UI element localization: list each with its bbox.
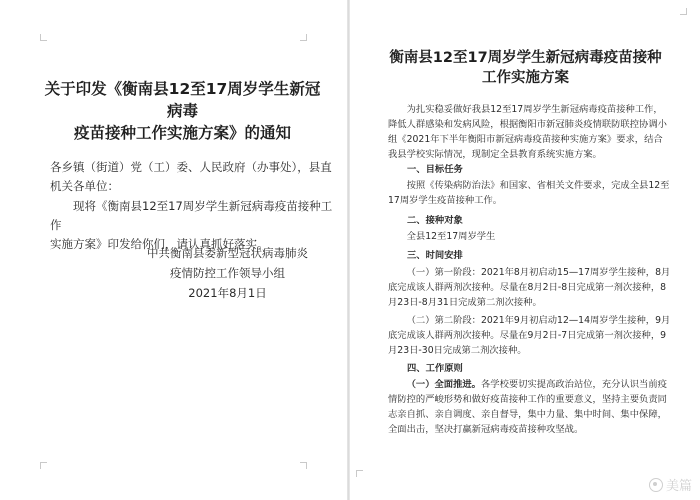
- schedule-phase2: （二）第二阶段：2021年9月初启动12—14周岁学生接种，9月底完成该人群两剂次接种。尽量在9月2日-7日完成第一剂次接种，9月23日-30日完成第二剂次接种。: [388, 315, 671, 356]
- crop-mark: [356, 470, 363, 477]
- section-text-targets: 全县12至17周岁学生: [406, 231, 496, 242]
- notice-issuer-line2: 疫情防控工作领导小组: [170, 266, 285, 280]
- crop-mark: [680, 8, 687, 15]
- plan-title-line2: 工作实施方案: [482, 70, 569, 86]
- plan-title: [373, 48, 678, 88]
- notice-title-line2: 疫苗接种工作实施方案》的通知: [73, 124, 291, 142]
- notice-issuer-line1: 中共衡南县委新型冠状病毒肺炎: [147, 246, 308, 260]
- watermark-text: 美篇: [665, 479, 692, 494]
- plan-title-line1: 衡南县12至17周岁学生新冠病毒疫苗接种: [389, 50, 662, 66]
- section-heading-schedule: 三、时间安排: [407, 250, 463, 261]
- principle-label: （一）全面推进。: [406, 379, 481, 390]
- principle-full-advance: [388, 377, 671, 437]
- notice-issuer: [140, 243, 315, 303]
- notice-addressee-line1: 各乡镇（街道）党（工）委、人民政府（办事处），县直: [50, 160, 332, 174]
- notice-addressee-line2: 机关各单位：: [50, 179, 119, 193]
- notice-addressee: [50, 158, 335, 196]
- plan-intro: 为扎实稳妥做好我县12至17周岁学生新冠病毒疫苗接种工作，降低人群感染和发病风险，根据衡阳市新冠肺炎疫情联防联控协调小组《2021年下半年衡阳市新冠病毒疫苗接种实施方案》要求，结合我县学校实际情况，现制定全县教育系统实施方案。: [388, 104, 667, 160]
- notice-title-line1: 关于印发《衡南县12至17周岁学生新冠病毒: [44, 80, 321, 120]
- section-heading-targets: 二、接种对象: [407, 215, 463, 226]
- notice-body-line2: 实施方案》印发给你们，请认真抓好落实。: [50, 237, 269, 251]
- section-heading-principles: 四、工作原则: [407, 363, 463, 374]
- crop-mark: [300, 34, 307, 41]
- watermark: [649, 475, 692, 494]
- crop-mark: [300, 462, 307, 469]
- schedule-phase1: （一）第一阶段：2021年8月初启动15—17周岁学生接种，8月底完成该人群两剂次接种。尽量在8月2日-8日完成第一剂次接种，8月23日-8月31日完成第二剂次接种。: [388, 267, 671, 308]
- principle-text: 各学校要切实提高政治站位，充分认识当前疫情防控的严峻形势和做好疫苗接种工作的重要意义，坚持主要负责同志亲自抓、亲自调度、亲自督导，集中力量、集中时间、集中保障，全面出击，坚决打赢新冠病毒疫苗接种攻坚战。: [388, 379, 667, 435]
- page-divider: [347, 0, 350, 500]
- notice-title: [40, 78, 325, 144]
- watermark-logo-icon: [649, 478, 663, 492]
- notice-body-line1: 现将《衡南县12至17周岁学生新冠病毒疫苗接种工作: [50, 199, 333, 232]
- section-heading-goals: 一、目标任务: [407, 164, 463, 175]
- crop-mark: [40, 34, 47, 41]
- section-text-goals: 按照《传染病防治法》和国家、省相关文件要求，完成全县12至17周岁学生疫苗接种工作。: [388, 180, 670, 206]
- notice-date: 2021年8月1日: [188, 286, 267, 300]
- crop-mark: [40, 462, 47, 469]
